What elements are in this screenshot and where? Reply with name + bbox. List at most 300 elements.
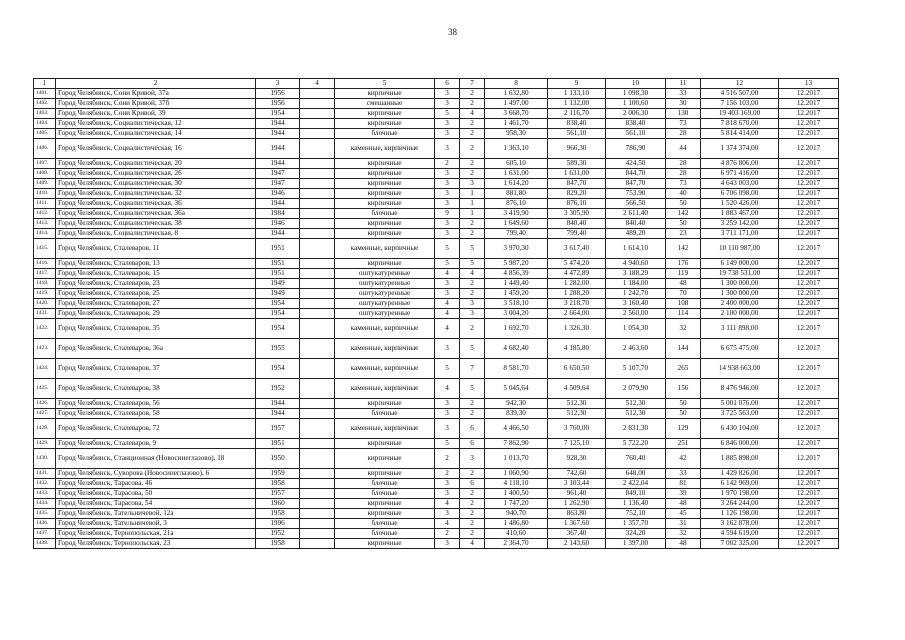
column-header-13: 13 <box>779 79 839 89</box>
cell-column-4 <box>300 229 335 239</box>
cell-deadline: 12.2017 <box>779 169 839 179</box>
cell-floors: 3 <box>435 189 460 199</box>
column-header-2: 2 <box>56 79 256 89</box>
cell-floors: 3 <box>435 419 460 439</box>
cell-row-number: 1437. <box>34 529 56 539</box>
cell-wall-material: кирпичные <box>335 119 435 129</box>
cell-column-4 <box>300 489 335 499</box>
cell-address: Город Челябинск, Социалистическая, 16 <box>56 139 256 159</box>
cell-cost: 7 818 670,00 <box>701 119 779 129</box>
cell-address: Город Челябинск, Сталеваров, 37 <box>56 359 256 379</box>
cell-total-area: 1 614,20 <box>485 179 548 189</box>
cell-entrances: 2 <box>460 499 485 509</box>
cell-premises-area: 3 760,00 <box>548 419 606 439</box>
cell-floors: 3 <box>435 229 460 239</box>
cell-entrances: 6 <box>460 419 485 439</box>
cell-total-area: 881,80 <box>485 189 548 199</box>
cell-total-area: 1 449,40 <box>485 279 548 289</box>
cell-wall-material: оштукатуренные <box>335 299 435 309</box>
cell-premises-area: 3 305,90 <box>548 209 606 219</box>
cell-address: Город Челябинск, Сталеваров, 56 <box>56 399 256 409</box>
cell-floors: 3 <box>435 169 460 179</box>
cell-premises-area: 961,40 <box>548 489 606 499</box>
cell-residents-count: 32 <box>666 529 701 539</box>
cell-year-built: 1957 <box>256 419 300 439</box>
cell-wall-material: каменные, кирпичные <box>335 239 435 259</box>
cell-residential-area: 760,40 <box>606 449 666 469</box>
cell-floors: 3 <box>435 179 460 189</box>
cell-year-built: 1996 <box>256 519 300 529</box>
cell-premises-area: 561,10 <box>548 129 606 139</box>
column-header-3: 3 <box>256 79 300 89</box>
cell-cost: 19 738 531,00 <box>701 269 779 279</box>
cell-address: Город Челябинск, Сони Кривой, 37б <box>56 99 256 109</box>
cell-cost: 3 162 878,00 <box>701 519 779 529</box>
cell-total-area: 958,30 <box>485 129 548 139</box>
cell-premises-area: 928,30 <box>548 449 606 469</box>
cell-cost: 1 883 467,00 <box>701 209 779 219</box>
cell-entrances: 6 <box>460 439 485 449</box>
cell-residents-count: 176 <box>666 259 701 269</box>
cell-residential-area: 648,00 <box>606 469 666 479</box>
cell-floors: 3 <box>435 99 460 109</box>
cell-residential-area: 849,10 <box>606 489 666 499</box>
cell-row-number: 1405. <box>34 129 56 139</box>
cell-year-built: 1946 <box>256 189 300 199</box>
cell-premises-area: 2 664,00 <box>548 309 606 319</box>
cell-deadline: 12.2017 <box>779 499 839 509</box>
cell-total-area: 1 461,70 <box>485 119 548 129</box>
cell-residential-area: 1 098,30 <box>606 89 666 99</box>
cell-residential-area: 1 184,00 <box>606 279 666 289</box>
cell-floors: 5 <box>435 109 460 119</box>
cell-address: Город Челябинск, Сталеваров, 15 <box>56 269 256 279</box>
cell-wall-material: кирпичные <box>335 509 435 519</box>
cell-premises-area: 4 509,64 <box>548 379 606 399</box>
cell-premises-area: 1 367,60 <box>548 519 606 529</box>
cell-wall-material: каменные, кирпичные <box>335 419 435 439</box>
table-row <box>34 529 839 539</box>
cell-entrances: 1 <box>460 189 485 199</box>
cell-column-4 <box>300 469 335 479</box>
cell-row-number: 1412. <box>34 209 56 219</box>
cell-year-built: 1944 <box>256 409 300 419</box>
column-header-12: 12 <box>701 79 779 89</box>
cell-floors: 3 <box>435 279 460 289</box>
cell-premises-area: 3 103,44 <box>548 479 606 489</box>
table-row <box>34 479 839 489</box>
cell-cost: 14 938 663,00 <box>701 359 779 379</box>
cell-year-built: 1944 <box>256 199 300 209</box>
cell-entrances: 2 <box>460 469 485 479</box>
column-header-7: 7 <box>460 79 485 89</box>
cell-residential-area: 561,10 <box>606 129 666 139</box>
cell-row-number: 1430. <box>34 449 56 469</box>
cell-column-4 <box>300 159 335 169</box>
table-row <box>34 199 839 209</box>
cell-residential-area: 1 136,40 <box>606 499 666 509</box>
cell-total-area: 4 466,50 <box>485 419 548 439</box>
cell-row-number: 1414. <box>34 229 56 239</box>
cell-residential-area: 324,20 <box>606 529 666 539</box>
cell-deadline: 12.2017 <box>779 109 839 119</box>
cell-premises-area: 863,80 <box>548 509 606 519</box>
cell-deadline: 12.2017 <box>779 189 839 199</box>
column-header-10: 10 <box>606 79 666 89</box>
cell-deadline: 12.2017 <box>779 229 839 239</box>
cell-deadline: 12.2017 <box>779 539 839 549</box>
cell-address: Город Челябинск, Суворова (Новосинеглазово), 6 <box>56 469 256 479</box>
cell-row-number: 1438. <box>34 539 56 549</box>
housing-register-table <box>33 78 839 549</box>
table-row <box>34 209 839 219</box>
cell-column-4 <box>300 139 335 159</box>
column-header-6: 6 <box>435 79 460 89</box>
table-row <box>34 139 839 159</box>
cell-residents-count: 73 <box>666 119 701 129</box>
cell-year-built: 1957 <box>256 489 300 499</box>
cell-floors: 2 <box>435 469 460 479</box>
cell-year-built: 1954 <box>256 319 300 339</box>
cell-entrances: 3 <box>460 309 485 319</box>
cell-residents-count: 28 <box>666 129 701 139</box>
cell-deadline: 12.2017 <box>779 299 839 309</box>
cell-wall-material: оштукатуренные <box>335 269 435 279</box>
cell-year-built: 1958 <box>256 539 300 549</box>
cell-cost: 3 111 898,00 <box>701 319 779 339</box>
cell-residential-area: 424,50 <box>606 159 666 169</box>
table-row <box>34 189 839 199</box>
cell-premises-area: 512,30 <box>548 409 606 419</box>
cell-residents-count: 119 <box>666 269 701 279</box>
cell-floors: 4 <box>435 319 460 339</box>
cell-row-number: 1425. <box>34 379 56 399</box>
cell-wall-material: кирпичные <box>335 219 435 229</box>
cell-year-built: 1952 <box>256 379 300 399</box>
cell-wall-material: каменные, кирпичные <box>335 379 435 399</box>
table-row <box>34 239 839 259</box>
cell-floors: 4 <box>435 299 460 309</box>
cell-year-built: 1944 <box>256 159 300 169</box>
cell-cost: 7 002 325,00 <box>701 539 779 549</box>
cell-residential-area: 753,90 <box>606 189 666 199</box>
cell-total-area: 3 668,70 <box>485 109 548 119</box>
cell-premises-area: 847,70 <box>548 179 606 189</box>
cell-floors: 5 <box>435 239 460 259</box>
cell-total-area: 4 856,39 <box>485 269 548 279</box>
cell-floors: 3 <box>435 129 460 139</box>
cell-cost: 3 711 171,00 <box>701 229 779 239</box>
table-row <box>34 399 839 409</box>
cell-year-built: 1944 <box>256 119 300 129</box>
cell-address: Город Челябинск, Сталеваров, 36а <box>56 339 256 359</box>
cell-residents-count: 50 <box>666 219 701 229</box>
cell-address: Город Челябинск, Тарасова, 54 <box>56 499 256 509</box>
table-row <box>34 129 839 139</box>
cell-deadline: 12.2017 <box>779 89 839 99</box>
cell-total-area: 876,10 <box>485 199 548 209</box>
cell-total-area: 1 649,60 <box>485 219 548 229</box>
cell-address: Город Челябинск, Сталеваров, 13 <box>56 259 256 269</box>
cell-residential-area: 2 560,00 <box>606 309 666 319</box>
cell-residents-count: 48 <box>666 499 701 509</box>
cell-total-area: 1 363,10 <box>485 139 548 159</box>
cell-row-number: 1431. <box>34 469 56 479</box>
cell-total-area: 839,30 <box>485 409 548 419</box>
cell-wall-material: оштукатуренные <box>335 279 435 289</box>
cell-address: Город Челябинск, Сталеваров, 11 <box>56 239 256 259</box>
table-row <box>34 359 839 379</box>
cell-wall-material: смешанные <box>335 99 435 109</box>
cell-residents-count: 156 <box>666 379 701 399</box>
table-row <box>34 219 839 229</box>
cell-column-4 <box>300 529 335 539</box>
cell-residents-count: 33 <box>666 469 701 479</box>
cell-premises-area: 1 288,20 <box>548 289 606 299</box>
cell-cost: 6 706 098,00 <box>701 189 779 199</box>
cell-row-number: 1409. <box>34 179 56 189</box>
cell-address: Город Челябинск, Социалистическая, 14 <box>56 129 256 139</box>
cell-wall-material: кирпичные <box>335 179 435 189</box>
table-row <box>34 169 839 179</box>
cell-total-area: 3 004,20 <box>485 309 548 319</box>
cell-premises-area: 1 133,10 <box>548 89 606 99</box>
cell-year-built: 1944 <box>256 399 300 409</box>
cell-entrances: 1 <box>460 209 485 219</box>
cell-residential-area: 2 079,90 <box>606 379 666 399</box>
cell-floors: 3 <box>435 399 460 409</box>
cell-address: Город Челябинск, Социалистическая, 36 <box>56 199 256 209</box>
cell-entrances: 4 <box>460 269 485 279</box>
cell-residents-count: 48 <box>666 539 701 549</box>
cell-residential-area: 512,30 <box>606 399 666 409</box>
cell-total-area: 3 970,30 <box>485 239 548 259</box>
cell-residents-count: 81 <box>666 479 701 489</box>
table-body <box>34 89 839 549</box>
cell-residential-area: 2 463,60 <box>606 339 666 359</box>
cell-column-4 <box>300 379 335 399</box>
cell-total-area: 799,40 <box>485 229 548 239</box>
cell-year-built: 1952 <box>256 529 300 539</box>
cell-residential-area: 5 722,20 <box>606 439 666 449</box>
cell-residents-count: 114 <box>666 309 701 319</box>
cell-deadline: 12.2017 <box>779 289 839 299</box>
cell-year-built: 1958 <box>256 479 300 489</box>
cell-residents-count: 31 <box>666 519 701 529</box>
cell-address: Город Челябинск, Сталеваров, 27 <box>56 299 256 309</box>
cell-year-built: 1951 <box>256 439 300 449</box>
cell-entrances: 4 <box>460 539 485 549</box>
cell-floors: 3 <box>435 539 460 549</box>
cell-floors: 2 <box>435 449 460 469</box>
cell-residents-count: 50 <box>666 409 701 419</box>
table-row <box>34 409 839 419</box>
table-row <box>34 119 839 129</box>
column-header-5: 5 <box>335 79 435 89</box>
cell-deadline: 12.2017 <box>779 489 839 499</box>
cell-deadline: 12.2017 <box>779 379 839 399</box>
page-number: 38 <box>448 27 457 37</box>
cell-deadline: 12.2017 <box>779 159 839 169</box>
cell-deadline: 12.2017 <box>779 469 839 479</box>
cell-address: Город Челябинск, Социалистическая, 32 <box>56 189 256 199</box>
cell-year-built: 1956 <box>256 99 300 109</box>
cell-column-4 <box>300 359 335 379</box>
cell-wall-material: кирпичные <box>335 259 435 269</box>
cell-column-4 <box>300 189 335 199</box>
cell-total-area: 1 497,00 <box>485 99 548 109</box>
cell-entrances: 2 <box>460 99 485 109</box>
table-row <box>34 259 839 269</box>
cell-residential-area: 566,50 <box>606 199 666 209</box>
cell-deadline: 12.2017 <box>779 119 839 129</box>
cell-column-4 <box>300 279 335 289</box>
cell-cost: 6 675 475,00 <box>701 339 779 359</box>
cell-cost: 19 403 169,00 <box>701 109 779 119</box>
cell-cost: 1 374 374,00 <box>701 139 779 159</box>
cell-residential-area: 1 397,00 <box>606 539 666 549</box>
cell-cost: 2 400 000,00 <box>701 299 779 309</box>
cell-cost: 6 142 969,00 <box>701 479 779 489</box>
cell-premises-area: 799,40 <box>548 229 606 239</box>
cell-total-area: 942,30 <box>485 399 548 409</box>
cell-address: Город Челябинск, Сталеваров, 25 <box>56 289 256 299</box>
table-row <box>34 519 839 529</box>
cell-column-4 <box>300 339 335 359</box>
cell-premises-area: 1 132,00 <box>548 99 606 109</box>
cell-residents-count: 265 <box>666 359 701 379</box>
cell-residents-count: 70 <box>666 289 701 299</box>
cell-wall-material: каменные, кирпичные <box>335 319 435 339</box>
table-row <box>34 319 839 339</box>
cell-address: Город Челябинск, Сони Кривой, 39 <box>56 109 256 119</box>
cell-year-built: 1944 <box>256 229 300 239</box>
cell-residents-count: 30 <box>666 99 701 109</box>
cell-floors: 4 <box>435 379 460 399</box>
cell-entrances: 2 <box>460 489 485 499</box>
cell-cost: 1 300 000,00 <box>701 289 779 299</box>
cell-cost: 1 520 426,00 <box>701 199 779 209</box>
cell-floors: 3 <box>435 219 460 229</box>
cell-row-number: 1408. <box>34 169 56 179</box>
cell-column-4 <box>300 319 335 339</box>
cell-wall-material: кирпичные <box>335 199 435 209</box>
cell-residents-count: 40 <box>666 189 701 199</box>
cell-entrances: 2 <box>460 529 485 539</box>
cell-residents-count: 50 <box>666 199 701 209</box>
cell-premises-area: 1 282,00 <box>548 279 606 289</box>
cell-premises-area: 367,40 <box>548 529 606 539</box>
cell-year-built: 1944 <box>256 129 300 139</box>
cell-deadline: 12.2017 <box>779 139 839 159</box>
cell-entrances: 2 <box>460 509 485 519</box>
cell-total-area: 1 632,80 <box>485 89 548 99</box>
cell-residents-count: 28 <box>666 159 701 169</box>
cell-wall-material: кирпичные <box>335 399 435 409</box>
cell-deadline: 12.2017 <box>779 509 839 519</box>
cell-address: Город Челябинск, Тательничевой, 3 <box>56 519 256 529</box>
cell-premises-area: 3 218,70 <box>548 299 606 309</box>
cell-residential-area: 5 107,70 <box>606 359 666 379</box>
cell-residential-area: 752,10 <box>606 509 666 519</box>
cell-cost: 6 430 104,00 <box>701 419 779 439</box>
cell-residential-area: 838,40 <box>606 119 666 129</box>
cell-total-area: 1 486,80 <box>485 519 548 529</box>
cell-residential-area: 3 160,40 <box>606 299 666 309</box>
cell-year-built: 1944 <box>256 139 300 159</box>
cell-entrances: 5 <box>460 239 485 259</box>
cell-floors: 3 <box>435 479 460 489</box>
table-row <box>34 499 839 509</box>
cell-column-4 <box>300 519 335 529</box>
cell-floors: 4 <box>435 309 460 319</box>
cell-premises-area: 876,10 <box>548 199 606 209</box>
cell-floors: 3 <box>435 509 460 519</box>
cell-wall-material: блочные <box>335 129 435 139</box>
table-row <box>34 229 839 239</box>
cell-row-number: 1416. <box>34 259 56 269</box>
cell-wall-material: кирпичные <box>335 449 435 469</box>
cell-total-area: 1 060,90 <box>485 469 548 479</box>
cell-wall-material: кирпичные <box>335 159 435 169</box>
cell-total-area: 605,10 <box>485 159 548 169</box>
table-row <box>34 309 839 319</box>
cell-column-4 <box>300 199 335 209</box>
cell-row-number: 1404. <box>34 119 56 129</box>
cell-wall-material: кирпичные <box>335 439 435 449</box>
cell-premises-area: 7 125,10 <box>548 439 606 449</box>
cell-year-built: 1958 <box>256 509 300 519</box>
cell-column-4 <box>300 309 335 319</box>
cell-deadline: 12.2017 <box>779 439 839 449</box>
cell-wall-material: кирпичные <box>335 89 435 99</box>
cell-deadline: 12.2017 <box>779 269 839 279</box>
cell-row-number: 1417. <box>34 269 56 279</box>
column-header-4: 4 <box>300 79 335 89</box>
cell-entrances: 1 <box>460 199 485 209</box>
cell-row-number: 1411. <box>34 199 56 209</box>
table-row <box>34 289 839 299</box>
cell-residents-count: 45 <box>666 509 701 519</box>
cell-row-number: 1420. <box>34 299 56 309</box>
cell-total-area: 5 045,64 <box>485 379 548 399</box>
cell-floors: 3 <box>435 139 460 159</box>
cell-residential-area: 1 614,10 <box>606 239 666 259</box>
cell-cost: 3 259 142,00 <box>701 219 779 229</box>
cell-entrances: 7 <box>460 359 485 379</box>
cell-row-number: 1423. <box>34 339 56 359</box>
cell-year-built: 1949 <box>256 279 300 289</box>
cell-cost: 6 971 416,00 <box>701 169 779 179</box>
cell-address: Город Челябинск, Сталеваров, 58 <box>56 409 256 419</box>
cell-wall-material: блочные <box>335 529 435 539</box>
cell-entrances: 2 <box>460 399 485 409</box>
table-row <box>34 299 839 309</box>
cell-residents-count: 42 <box>666 449 701 469</box>
cell-total-area: 410,60 <box>485 529 548 539</box>
cell-premises-area: 1 326,30 <box>548 319 606 339</box>
cell-wall-material: каменные, кирпичные <box>335 139 435 159</box>
cell-row-number: 1429. <box>34 439 56 449</box>
cell-column-4 <box>300 509 335 519</box>
cell-total-area: 5 987,20 <box>485 259 548 269</box>
cell-entrances: 2 <box>460 139 485 159</box>
cell-entrances: 2 <box>460 289 485 299</box>
cell-residents-count: 33 <box>666 89 701 99</box>
cell-row-number: 1426. <box>34 399 56 409</box>
cell-year-built: 1949 <box>256 289 300 299</box>
cell-address: Город Челябинск, Социалистическая, 8 <box>56 229 256 239</box>
